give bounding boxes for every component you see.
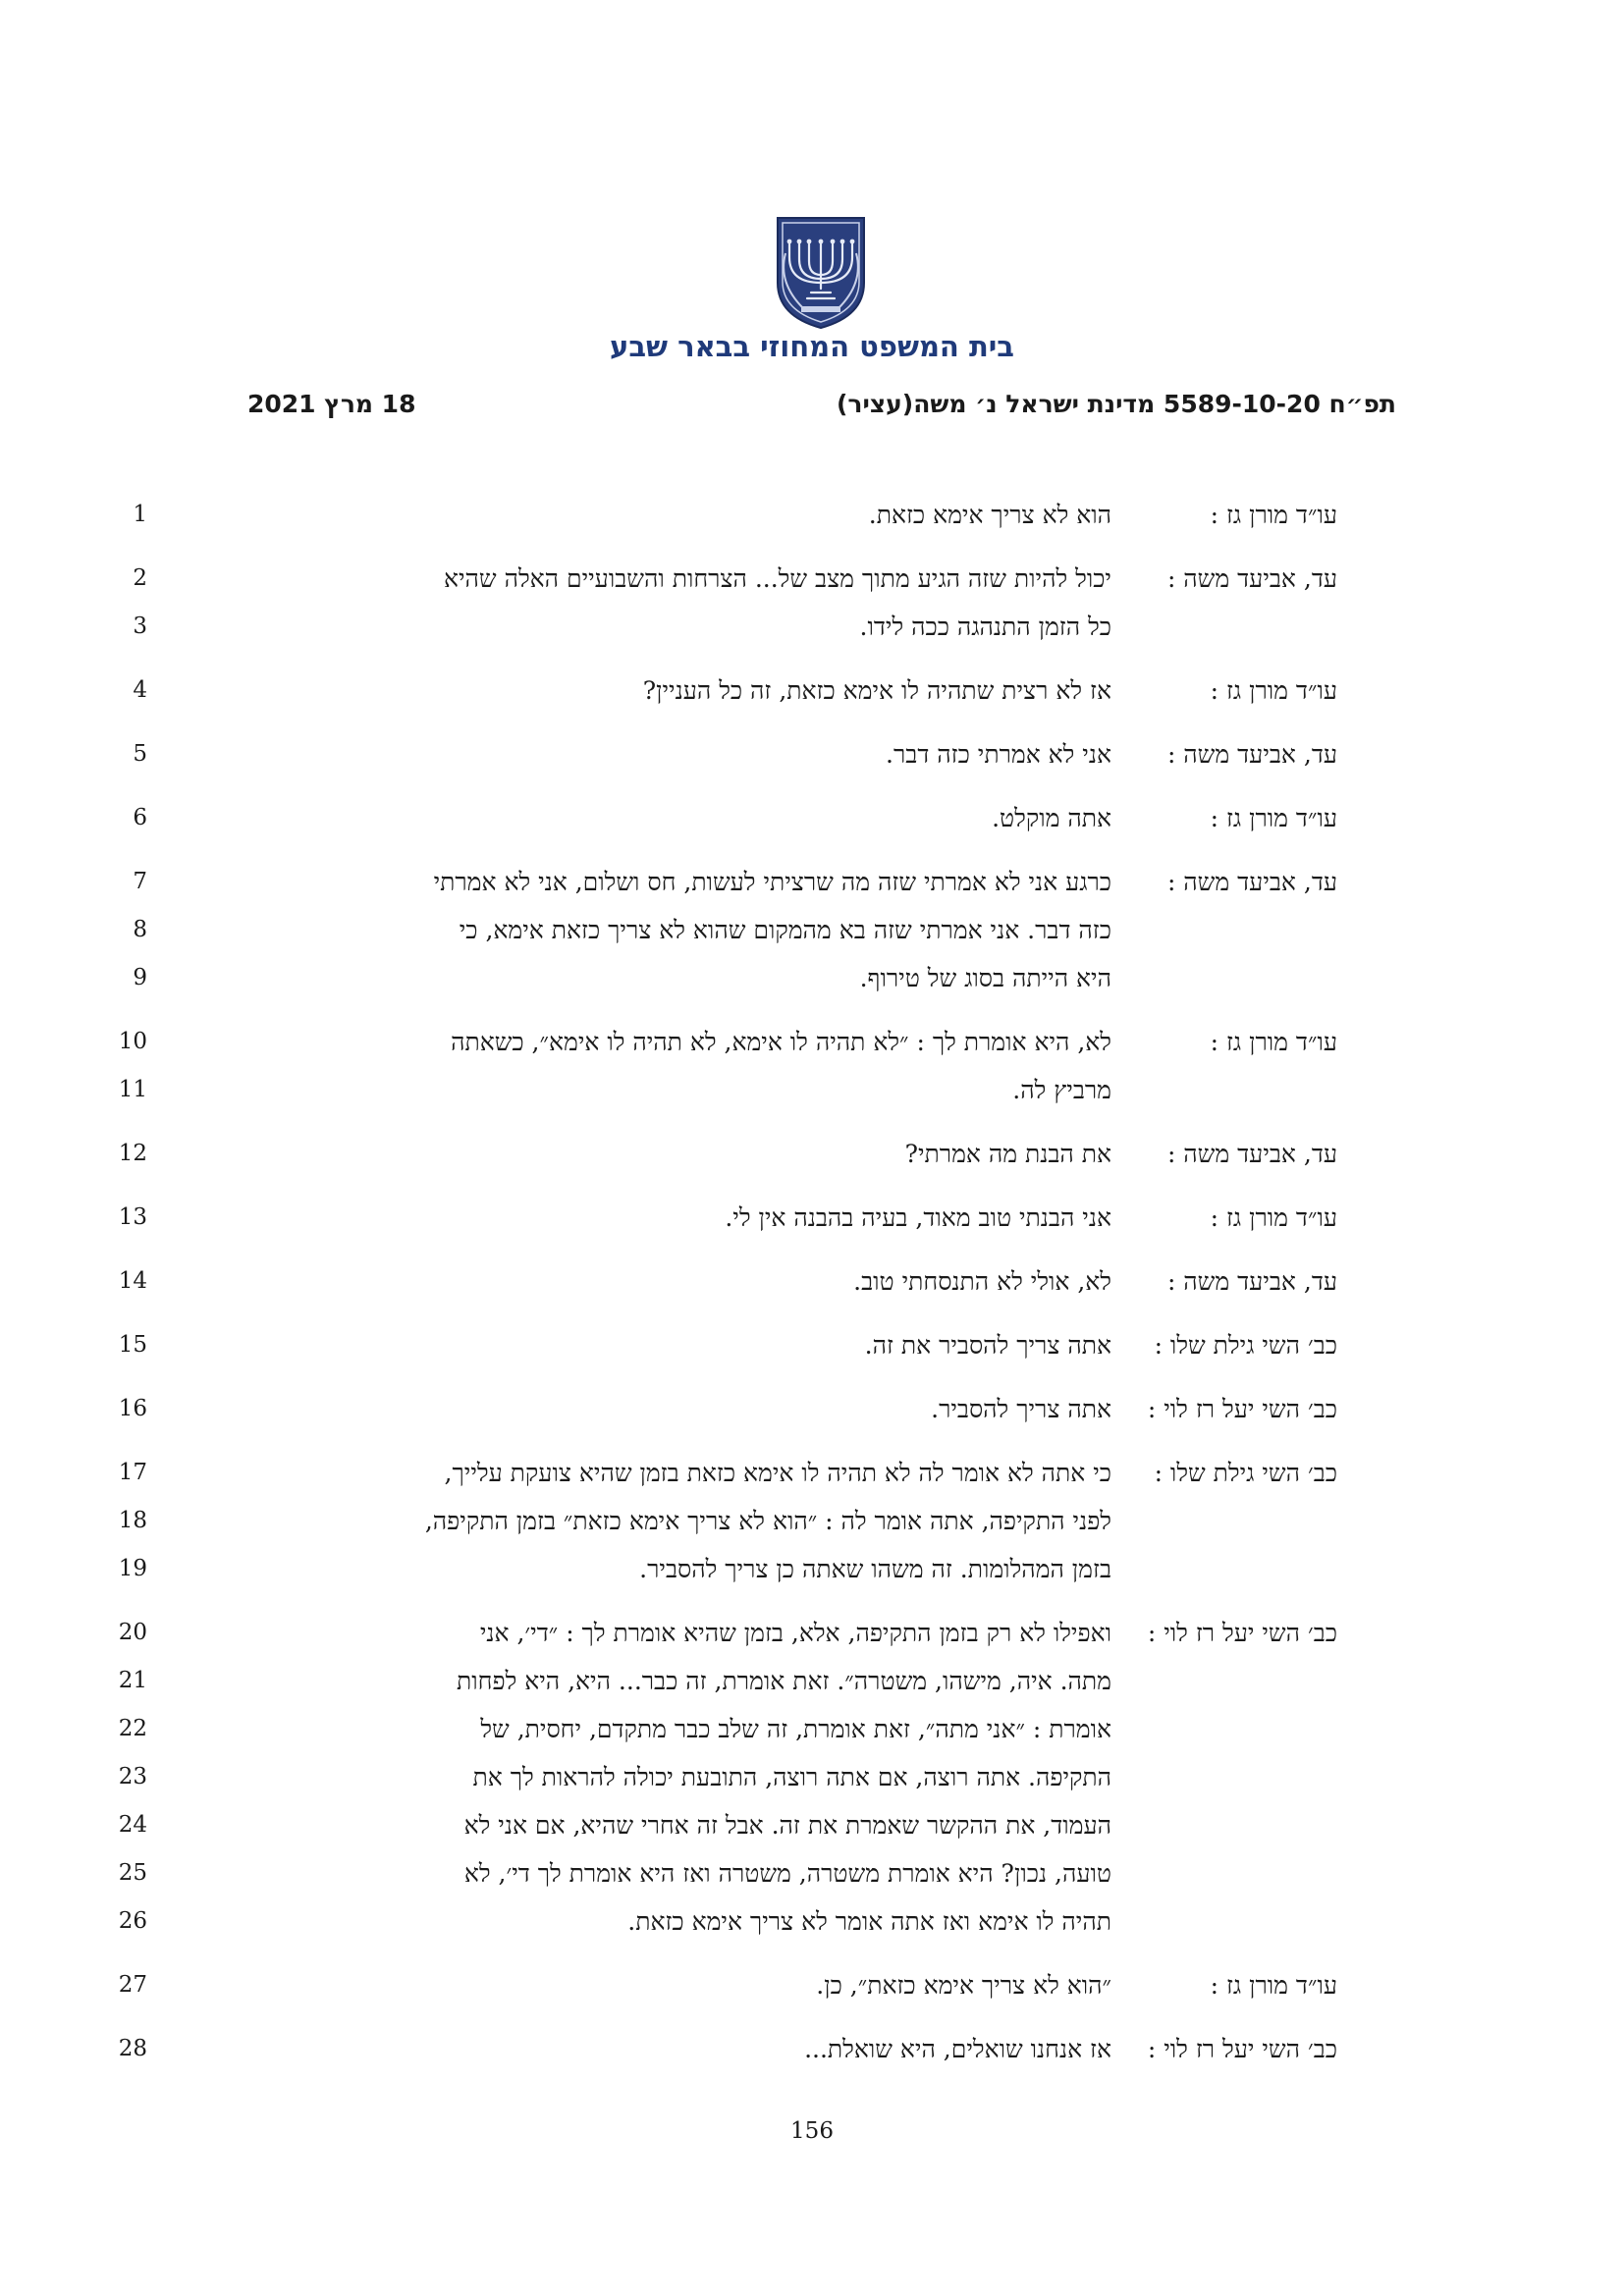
speaker-label: כב׳ השי גילת שלו : (1154, 1459, 1337, 1487)
speaker-label: כב׳ השי גילת שלו : (1154, 1331, 1337, 1360)
utterance-line: התקיפה. אתה רוצה, אם אתה רוצה, התובעת יכולה להראות לך את (472, 1763, 1111, 1791)
utterance-line: את הבנת מה אמרתי? (904, 1140, 1111, 1168)
utterance-line: כי אתה לא אומר לה לא תהיה לו אימא כזאת בזמן שהיא צועקת עלייך, (444, 1459, 1111, 1487)
line-number: 22 (118, 1716, 147, 1741)
transcript-turn (0, 1961, 1624, 2009)
utterance-line: תהיה לו אימא ואז אתה אומר לא צריך אימא כזאת. (627, 1907, 1111, 1936)
speaker-label: עו״ד מורן גז : (1210, 1028, 1337, 1056)
speaker-label: עו״ד מורן גז : (1210, 804, 1337, 832)
line-number: 17 (118, 1460, 147, 1485)
transcript-turn (0, 2025, 1624, 2073)
speaker-label: עו״ד מורן גז : (1210, 501, 1337, 529)
utterance-line: הוא לא צריך אימא כזאת. (868, 501, 1111, 529)
line-numbers (0, 1257, 147, 1306)
transcript-turn (0, 1385, 1624, 1433)
line-number: 3 (133, 614, 147, 639)
utterance-line: היא הייתה בסוג של טירוף. (859, 964, 1111, 992)
speaker-label: עד, אביעד משה : (1166, 564, 1337, 593)
line-numbers (0, 2025, 147, 2073)
transcript-turn (0, 491, 1624, 539)
transcript-turn (0, 555, 1624, 651)
line-number: 16 (118, 1396, 147, 1421)
utterance-line: אני לא אמרתי כזה דבר. (886, 740, 1111, 769)
utterance-line: אתה מוקלט. (992, 804, 1111, 832)
transcript-turn (0, 1130, 1624, 1178)
utterance-line: אני הבנתי טוב מאוד, בעיה בהבנה אין לי. (725, 1203, 1111, 1232)
utterance-line: אומרת : ״אני מתה״, זאת אומרת, זה שלב כבר מתקדם, יחסית, של (480, 1715, 1111, 1743)
utterance (208, 2025, 1111, 2073)
utterance (208, 555, 1111, 651)
line-number: 2 (133, 565, 147, 591)
line-number: 27 (118, 1972, 147, 1998)
line-number: 18 (118, 1508, 147, 1533)
court-name: בית המשפט המחוזי בבאר שבע (610, 330, 1014, 363)
menorah-emblem-icon (772, 214, 870, 330)
speaker-label: עו״ד מורן גז : (1210, 676, 1337, 705)
line-number: 14 (118, 1268, 147, 1294)
utterance-line: יכול להיות שזה הגיע מתוך מצב של... הצרחות והשבועיים האלה שהיא (443, 564, 1111, 593)
speaker-label: עד, אביעד משה : (1166, 868, 1337, 896)
line-numbers (0, 730, 147, 778)
utterance-line: אתה צריך להסביר. (931, 1395, 1111, 1423)
line-number: 25 (118, 1860, 147, 1886)
line-numbers (0, 794, 147, 842)
line-numbers (0, 1961, 147, 2009)
line-number: 24 (118, 1812, 147, 1838)
utterance (208, 1194, 1111, 1242)
line-number: 10 (118, 1029, 147, 1054)
transcript-turn (0, 1018, 1624, 1114)
line-number: 9 (133, 965, 147, 990)
utterance-line: לא, היא אומרת לך : ״לא תהיה לו אימא, לא תהיה לו אימא״, כשאתה (451, 1028, 1111, 1056)
line-numbers (0, 1130, 147, 1178)
utterance (208, 667, 1111, 715)
line-number: 21 (118, 1668, 147, 1693)
page-number: 156 (790, 2118, 834, 2144)
line-number: 8 (133, 917, 147, 942)
line-number: 12 (118, 1141, 147, 1166)
line-number: 26 (118, 1908, 147, 1934)
utterance-line: ואפילו לא רק בזמן התקיפה, אלא, בזמן שהיא אומרת לך : ״די׳, אני (479, 1619, 1111, 1647)
utterance-line: כל הזמן התנהגה ככה לידו. (859, 613, 1111, 641)
utterance-line: כזה דבר. אני אמרתי שזה בא מהמקום שהוא לא צריך כזאת אימא, כי (459, 916, 1111, 944)
utterance-line: טועה, נכון? היא אומרת משטרה, משטרה ואז היא אומרת לך די׳, לא (463, 1859, 1111, 1888)
transcript-turn (0, 1321, 1624, 1369)
utterance (208, 1449, 1111, 1593)
utterance-line: מרביץ לה. (1012, 1076, 1111, 1104)
utterance (208, 1961, 1111, 2009)
transcript-turn (0, 1257, 1624, 1306)
utterance-line: לפני התקיפה, אתה אומר לה : ״הוא לא צריך אימא כזאת״ בזמן התקיפה, (424, 1507, 1111, 1535)
utterance-line: אז לא רצית שתהיה לו אימא כזאת, זה כל העניין? (642, 676, 1111, 705)
line-number: 1 (133, 502, 147, 527)
utterance-line: העמוד, את ההקשר שאמרת את זה. אבל זה אחרי שהיא, אם אני לא (463, 1811, 1111, 1840)
utterance-line: כרגע אני לא אמרתי שזה מה שרציתי לעשות, חס ושלום, אני לא אמרתי (433, 868, 1111, 896)
speaker-label: עד, אביעד משה : (1166, 1267, 1337, 1296)
line-number: 23 (118, 1764, 147, 1789)
utterance (208, 1130, 1111, 1178)
transcript-turn (0, 794, 1624, 842)
utterance-line: מתה. איה, מישהו, משטרה״. זאת אומרת, זה כבר... היא, היא לפחות (457, 1667, 1111, 1695)
utterance (208, 1321, 1111, 1369)
line-numbers (0, 667, 147, 715)
transcript (0, 491, 1624, 2089)
line-number: 5 (133, 741, 147, 767)
speaker-label: עו״ד מורן גז : (1210, 1203, 1337, 1232)
speaker-label: עד, אביעד משה : (1166, 1140, 1337, 1168)
speaker-label: עד, אביעד משה : (1166, 740, 1337, 769)
utterance (208, 794, 1111, 842)
case-title: תפ״ח 5589-10-20 מדינת ישראל נ׳ משה(עציר) (836, 390, 1396, 418)
transcript-turn (0, 730, 1624, 778)
line-numbers (0, 1609, 147, 1946)
utterance (208, 1609, 1111, 1946)
line-number: 6 (133, 805, 147, 830)
line-numbers (0, 491, 147, 539)
line-number: 28 (118, 2036, 147, 2061)
utterance-line: אתה צריך להסביר את זה. (864, 1331, 1111, 1360)
utterance (208, 858, 1111, 1002)
transcript-turn (0, 667, 1624, 715)
utterance-line: ״הוא לא צריך אימא כזאת״, כן. (816, 1971, 1111, 2000)
utterance (208, 730, 1111, 778)
line-number: 13 (118, 1204, 147, 1230)
utterance-line: בזמן המהלומות. זה משהו שאתה כן צריך להסביר. (639, 1555, 1111, 1583)
utterance-line: אז אנחנו שואלים, היא שואלת... (804, 2035, 1111, 2063)
speaker-label: כב׳ השי יעל רז לוי : (1147, 1619, 1337, 1647)
utterance (208, 491, 1111, 539)
speaker-label: כב׳ השי יעל רז לוי : (1147, 2035, 1337, 2063)
speaker-label: כב׳ השי יעל רז לוי : (1147, 1395, 1337, 1423)
line-number: 20 (118, 1620, 147, 1645)
line-numbers (0, 1449, 147, 1593)
utterance-line: לא, אולי לא התנסחתי טוב. (853, 1267, 1111, 1296)
line-numbers (0, 1385, 147, 1433)
transcript-turn (0, 1449, 1624, 1593)
line-numbers (0, 1321, 147, 1369)
line-number: 11 (118, 1077, 147, 1102)
transcript-turn (0, 1609, 1624, 1946)
utterance (208, 1385, 1111, 1433)
line-number: 7 (133, 869, 147, 894)
transcript-turn (0, 1194, 1624, 1242)
speaker-label: עו״ד מורן גז : (1210, 1971, 1337, 2000)
hearing-date: 18 מרץ 2021 (247, 390, 416, 418)
utterance (208, 1257, 1111, 1306)
line-numbers (0, 858, 147, 1002)
line-number: 19 (118, 1556, 147, 1581)
line-numbers (0, 1018, 147, 1114)
utterance (208, 1018, 1111, 1114)
transcript-turn (0, 858, 1624, 1002)
line-number: 4 (133, 677, 147, 703)
line-numbers (0, 555, 147, 651)
line-numbers (0, 1194, 147, 1242)
line-number: 15 (118, 1332, 147, 1358)
